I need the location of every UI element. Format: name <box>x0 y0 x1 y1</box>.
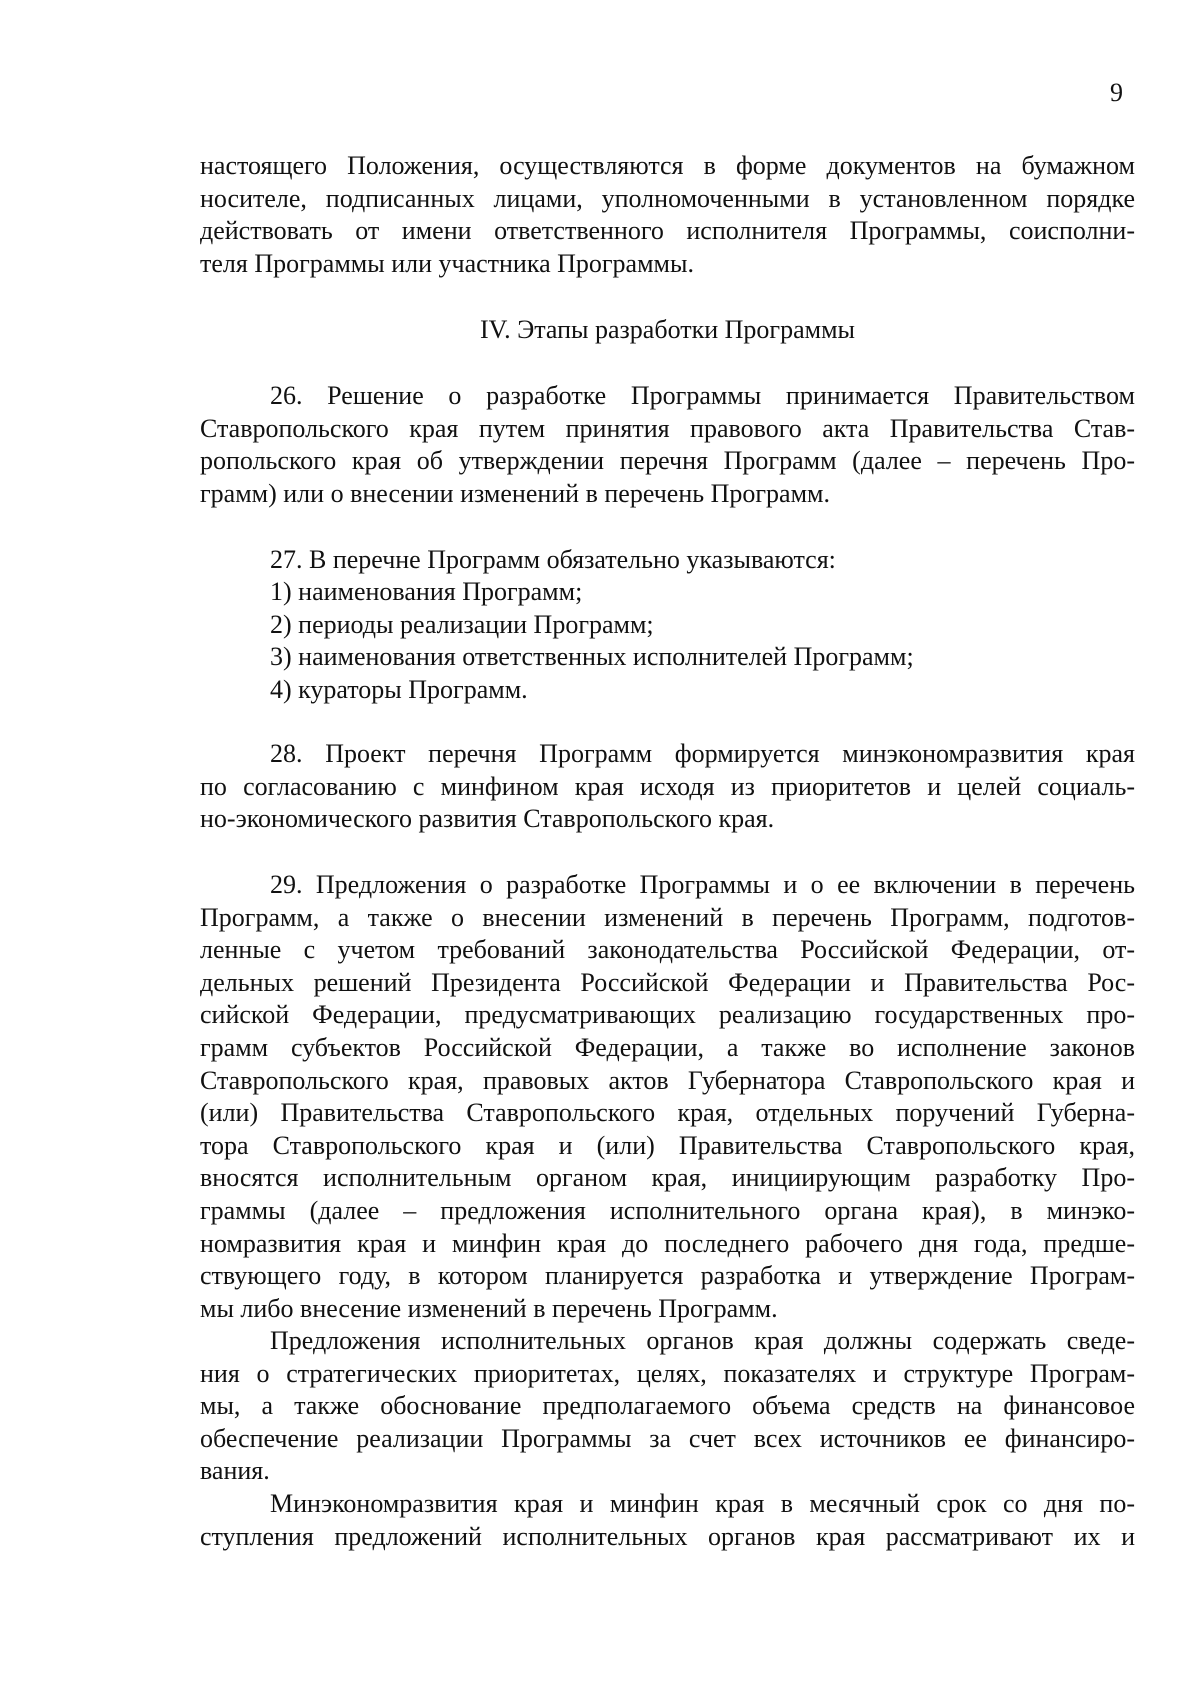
text-line: ствующего году, в котором планируется разработка и утверждение Програм- <box>200 1261 1135 1291</box>
paragraph-28 <box>200 738 1135 836</box>
list-item: 1) наименования Программ; <box>270 577 583 607</box>
text-line: граммы (далее – предложения исполнительного органа края), в минэко- <box>200 1195 1135 1225</box>
list-intro: 27. В перечне Программ обязательно указываются: <box>270 545 836 574</box>
text-line: тора Ставропольского края и (или) Правительства Ставропольского края, <box>200 1130 1135 1160</box>
text-line: 26. Решение о разработке Программы принимается Правительством <box>270 381 1135 410</box>
text-line: но-экономического развития Ставропольского края. <box>200 804 775 834</box>
text-line: номразвития края и минфин края до последнего рабочего дня года, предше- <box>200 1228 1135 1258</box>
text-line: по согласованию с минфином края исходя из приоритетов и целей социаль- <box>200 771 1135 801</box>
text-line: ропольского края об утверждении перечня Программ (далее – перечень Про- <box>200 446 1135 476</box>
paragraph-29 <box>200 869 1135 1325</box>
page-number: 9 <box>1110 78 1123 107</box>
text-line: Предложения исполнительных органов края должны содержать сведе- <box>270 1326 1135 1355</box>
text-line: вания. <box>200 1456 270 1486</box>
paragraph-26 <box>200 380 1135 510</box>
text-line: настоящего Положения, осуществляются в форме документов на бумажном <box>200 151 1135 180</box>
text-line: вносятся исполнительным органом края, инициирующим разработку Про- <box>200 1163 1135 1193</box>
paragraph-intro <box>200 150 1135 280</box>
list-item: 3) наименования ответственных исполнителей Программ; <box>270 642 914 672</box>
text-line: носителе, подписанных лицами, уполномоченными в установленном порядке <box>200 183 1135 213</box>
text-line: ния о стратегических приоритетах, целях, показателях и структуре Програм- <box>200 1358 1135 1388</box>
text-line: (или) Правительства Ставропольского края, отдельных поручений Губерна- <box>200 1098 1135 1128</box>
paragraph-29-review <box>200 1488 1135 1553</box>
text-line: Программ, а также о внесении изменений в перечень Программ, подготов- <box>200 902 1135 932</box>
text-line: сийской Федерации, предусматривающих реализацию государственных про- <box>200 1000 1135 1030</box>
text-line: грамм) или о внесении изменений в перечень Программ. <box>200 478 830 508</box>
text-line: обеспечение реализации Программы за счет всех источников ее финансиро- <box>200 1423 1135 1453</box>
list-item: 4) кураторы Программ. <box>270 674 528 704</box>
text-line: Ставропольского края, правовых актов Губернатора Ставропольского края и <box>200 1065 1135 1095</box>
text-line: 29. Предложения о разработке Программы и о ее включении в перечень <box>270 870 1135 899</box>
text-line: мы, а также обоснование предполагаемого объема средств на финансовое <box>200 1391 1135 1421</box>
text-line: действовать от имени ответственного исполнителя Программы, соисполни- <box>200 216 1135 246</box>
text-line: мы либо внесение изменений в перечень Программ. <box>200 1293 778 1323</box>
text-line: Ставропольского края путем принятия правового акта Правительства Став- <box>200 413 1135 443</box>
text-line: Минэкономразвития края и минфин края в месячный срок со дня по- <box>270 1489 1135 1518</box>
paragraph-27 <box>270 544 914 706</box>
text-line: 28. Проект перечня Программ формируется минэкономразвития края <box>270 739 1135 768</box>
text-line: дельных решений Президента Российской Федерации и Правительства Рос- <box>200 967 1135 997</box>
text-line: ступления предложений исполнительных органов края рассматривают их и <box>200 1521 1135 1551</box>
text-line: ленные с учетом требований законодательства Российской Федерации, от- <box>200 935 1135 965</box>
paragraph-29-proposals <box>200 1325 1135 1488</box>
list-item: 2) периоды реализации Программ; <box>270 609 654 639</box>
text-line: грамм субъектов Российской Федерации, а также во исполнение законов <box>200 1032 1135 1062</box>
text-line: теля Программы или участника Программы. <box>200 248 694 278</box>
section-heading: IV. Этапы разработки Программы <box>479 315 855 344</box>
